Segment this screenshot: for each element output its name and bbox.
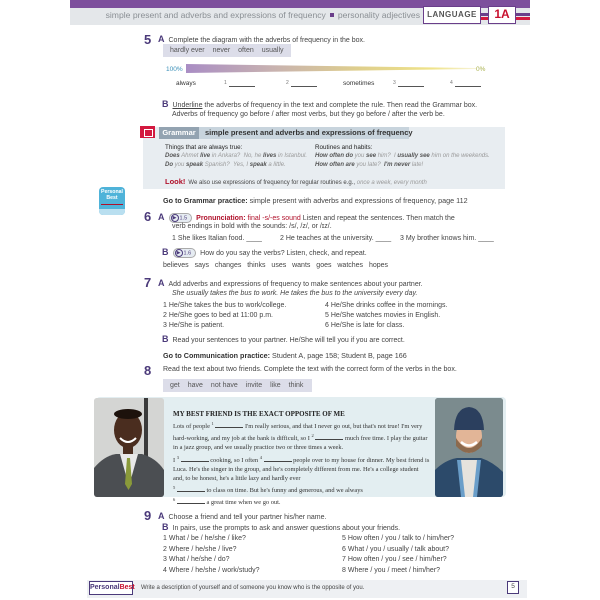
pronunciation-topic: final -s/-es sound (245, 215, 301, 222)
word-box-item: often (238, 47, 254, 54)
ex6-sentence-1: 1 She likes Italian food. ____ (172, 235, 262, 242)
unit-badge: 1A (488, 6, 516, 24)
part-letter: A (158, 511, 165, 521)
grammar-col-routines: Routines and habits: How often do you see him? I usually see him on the weekends. How often are you late? I'm never late! (315, 144, 490, 168)
scale-right-percent: 0% (476, 66, 486, 73)
section-label: LANGUAGE (423, 6, 481, 24)
exercise-number: 9 (144, 508, 152, 523)
exercise-number: 7 (144, 275, 152, 290)
verb: thinks (247, 262, 266, 269)
ex9-a-instruction (158, 511, 326, 521)
ex6-sentence-2: 2 He teaches at the university. ____ (280, 235, 392, 242)
ex9-items-right (342, 534, 454, 576)
verb: uses (271, 262, 287, 269)
ex8-instruction: Read the text about two friends. Complete the text with the correct form of the verbs in the box. (163, 366, 457, 373)
gap-5[interactable] (177, 491, 205, 492)
list-item: 3 What / he/she / do? (163, 556, 230, 563)
ex6-a-instruction-2: verb endings in bold with the sounds: /s/, /z/, or /ɪz/. (172, 223, 332, 230)
header-topic (106, 10, 420, 20)
header-topic-right: personality adjectives (337, 10, 420, 20)
play-icon: ▶ (175, 249, 183, 257)
ex9-items-left (163, 534, 260, 576)
exercise-number: 6 (144, 209, 152, 224)
word-box-item: invite (245, 382, 263, 389)
blank-line[interactable] (455, 86, 481, 87)
part-letter: A (158, 34, 165, 44)
ex6-sentence-3: 3 My brother knows him. ____ (400, 235, 494, 242)
ex7-a-instruction (158, 278, 423, 288)
scale-blank-2[interactable] (286, 80, 317, 89)
list-item: 5 He/She watches movies in English. (325, 312, 441, 319)
list-item: 1 He/She takes the bus to work/college. (163, 302, 287, 309)
frequency-gradient-bar (186, 64, 476, 73)
ex5-a-instruction (158, 34, 365, 44)
track-number: 1.6 (183, 250, 192, 257)
list-item: 2 He/She goes to bed at 11:00 p.m. (163, 312, 274, 319)
blank-number: 4 (259, 454, 262, 460)
grammar-title: simple present and adverbs and expressions of frequency (199, 127, 409, 139)
blank-number: 2 (286, 80, 289, 86)
link-text: simple present with adverbs and expressions of frequency, page 112 (247, 196, 468, 205)
text-run: to class on time. But he's funny and generous, and we always (204, 487, 363, 495)
word-box (163, 379, 312, 392)
instruction-text: Listen and repeat the sentences. Then match the (300, 215, 455, 222)
blank-number: 4 (450, 80, 453, 86)
personal-best-task: Write a description of yourself and of someone you know who is the opposite of you. (141, 585, 365, 591)
scale-left-percent: 100% (166, 66, 183, 73)
exercise-number: 5 (144, 32, 152, 47)
grammar-rule: Adverbs of frequency go before / after most verbs, but they go before / after the verb be. (172, 111, 445, 118)
book-icon (140, 126, 155, 138)
instruction-text: Complete the diagram with the adverbs of frequency in the box. (168, 37, 365, 44)
scale-blank-4[interactable] (450, 80, 481, 89)
list-item: 8 Where / you / meet / him/her? (342, 566, 441, 574)
icon-text: Best (106, 195, 118, 201)
audio-track-button[interactable] (173, 248, 197, 258)
blank-number: 3 (393, 80, 396, 86)
word-box-item: have (187, 382, 203, 389)
grammar-tag: Grammar (159, 127, 199, 139)
list-item: 4 Where / he/she / work/study? (163, 566, 260, 574)
icon-base (99, 209, 125, 215)
blank-line[interactable] (229, 86, 255, 87)
list-item: 1 What / be / he/she / like? (163, 535, 246, 542)
list-item: 6 What / you / usually / talk about? (342, 545, 450, 553)
gap-3[interactable] (181, 461, 209, 462)
reading-title: MY BEST FRIEND IS THE EXACT OPPOSITE OF ME (173, 410, 345, 418)
verb: watches (337, 262, 364, 269)
instruction-text: In pairs, use the prompts to ask and answer questions about your friends. (172, 525, 401, 532)
part-letter: B (162, 522, 169, 532)
ex6-b-instruction (162, 247, 367, 258)
personal-best-badge (89, 581, 133, 595)
look-text: We also use expressions of frequency for regular routines e.g., (188, 180, 356, 186)
blank-number: 6 (173, 497, 176, 503)
badge-best: Best (119, 584, 135, 591)
part-letter: A (158, 212, 165, 222)
instruction-text: Add adverbs and expressions of frequency to make sentences about your partner. (168, 281, 423, 288)
scale-label-sometimes: sometimes (343, 80, 375, 87)
text-run: much free time. I play the guitar in a jazz group, and we usually practice two or three times a week. (173, 435, 428, 452)
blank-number: 5 (173, 484, 176, 490)
play-icon: ▶ (171, 214, 179, 222)
word-box-item: get (170, 382, 180, 389)
text-run: people over to my house for dinner. My best friend is Luca. He's the singer in the group, and he's completely different from me. He's a college student and, to be honest, he's a little lazy and hardly ever (173, 456, 430, 482)
scale-blank-1[interactable] (224, 80, 255, 89)
text-run: I (173, 456, 177, 464)
verb: hopes (368, 262, 389, 269)
blank-number: 1 (211, 421, 214, 426)
exercise-number: 8 (144, 363, 152, 378)
word-box-item: not have (210, 382, 238, 389)
verb: wants (292, 262, 311, 269)
look-label: Look! (165, 177, 186, 186)
audio-track-button[interactable] (169, 213, 193, 223)
header-topic-left: simple present and adverbs and expressions of frequency (105, 10, 326, 20)
scale-blank-3[interactable] (393, 80, 424, 89)
link-label: Go to Communication practice: (163, 351, 271, 360)
word-box-item: like (270, 382, 281, 389)
steps-line-icon (101, 204, 123, 208)
part-letter: B (162, 334, 169, 344)
verb: says (194, 262, 209, 269)
scale-label-always: always (176, 80, 196, 87)
list-item: 2 Where / he/she / live? (163, 545, 237, 553)
instruction-text: the adverbs of frequency in the text and complete the rule. Then read the Grammar box. (202, 102, 478, 109)
word-box-item: hardly ever (170, 47, 205, 54)
grammar-col-heading: Things that are always true: (165, 144, 243, 151)
verb: believes (163, 262, 189, 269)
gap-2[interactable] (315, 439, 343, 440)
ex9-b-instruction (162, 522, 400, 532)
list-item: 4 He/She drinks coffee in the mornings. (325, 302, 448, 309)
word-box (163, 44, 291, 57)
instruction-text: How do you say the verbs? Listen, check, and repeat. (200, 250, 367, 257)
ex7-items-left (163, 301, 286, 331)
ex6-a-instruction (158, 212, 455, 223)
part-letter: B (162, 99, 169, 109)
grammar-practice-link[interactable] (163, 196, 468, 205)
communication-practice-link[interactable] (163, 351, 407, 360)
text-run: I'm really serious, and that I never go out, but that's not true! I'm very hard-working, and my job at the bank is difficult, so I (173, 423, 423, 443)
grammar-col-heading: Routines and habits: (315, 144, 373, 151)
list-item: 5 How often / you / talk to / him/her? (342, 535, 455, 542)
verb: goes (316, 262, 332, 269)
word-box-item: think (288, 382, 304, 389)
badge-personal: Personal (90, 584, 120, 591)
verb: changes (214, 262, 242, 269)
reading-text (173, 419, 430, 507)
word-box-item: never (212, 47, 231, 54)
text-run: cooking, so I often (208, 456, 260, 464)
part-letter: A (158, 278, 165, 288)
link-label: Go to Grammar practice: (163, 196, 248, 205)
page-number: 5 (507, 581, 519, 594)
word-box-item: usually (261, 47, 284, 54)
blank-line[interactable] (398, 86, 424, 87)
photo-man-in-beanie (435, 398, 503, 497)
blank-number: 1 (224, 80, 227, 86)
text-run: Lots of people (173, 423, 212, 431)
blank-line[interactable] (291, 86, 317, 87)
look-examples: once a week, every month (356, 180, 427, 186)
photo-man-in-suit (94, 398, 164, 497)
ex6-verb-list (163, 262, 388, 269)
underline-word: Underline (172, 102, 203, 109)
bullet-square-icon (330, 13, 334, 17)
ex7-b-instruction (162, 334, 405, 344)
ex7-example: She usually takes the bus to work. He takes the bus to the university every day. (172, 290, 418, 297)
gap-4[interactable] (264, 461, 292, 462)
list-item: 3 He/She is patient. (163, 322, 225, 329)
look-note (165, 177, 427, 186)
textbook-page (70, 0, 530, 600)
link-text: Student A, page 158; Student B, page 166 (270, 351, 407, 360)
list-item: 6 He/She is late for class. (325, 322, 405, 329)
personal-best-icon (99, 187, 125, 215)
list-item: 7 How often / you / see / him/her? (342, 556, 447, 563)
instruction-text: Choose a friend and tell your partner his/her name. (168, 514, 327, 521)
grammar-col-always-true: Things that are always true: Does Ahmet live in Ankara? No, he lives in Istanbul. Do you speak Spanish? Yes, I speak a little. (165, 144, 308, 168)
pronunciation-label: Pronunciation: (196, 215, 246, 222)
icon-text: Personal (101, 189, 123, 195)
part-letter: B (162, 247, 169, 257)
gap-6[interactable] (177, 503, 205, 504)
ex7-items-right (325, 301, 447, 331)
text-run: a great time when we go out. (204, 499, 281, 507)
instruction-text: Read your sentences to your partner. He/She will tell you if you are correct. (172, 337, 405, 344)
blank-number: 3 (176, 454, 179, 460)
ex5-b-instruction (162, 99, 477, 109)
track-number: 1.5 (179, 215, 188, 222)
blank-number: 2 (311, 433, 314, 439)
gap-1[interactable] (215, 427, 243, 428)
